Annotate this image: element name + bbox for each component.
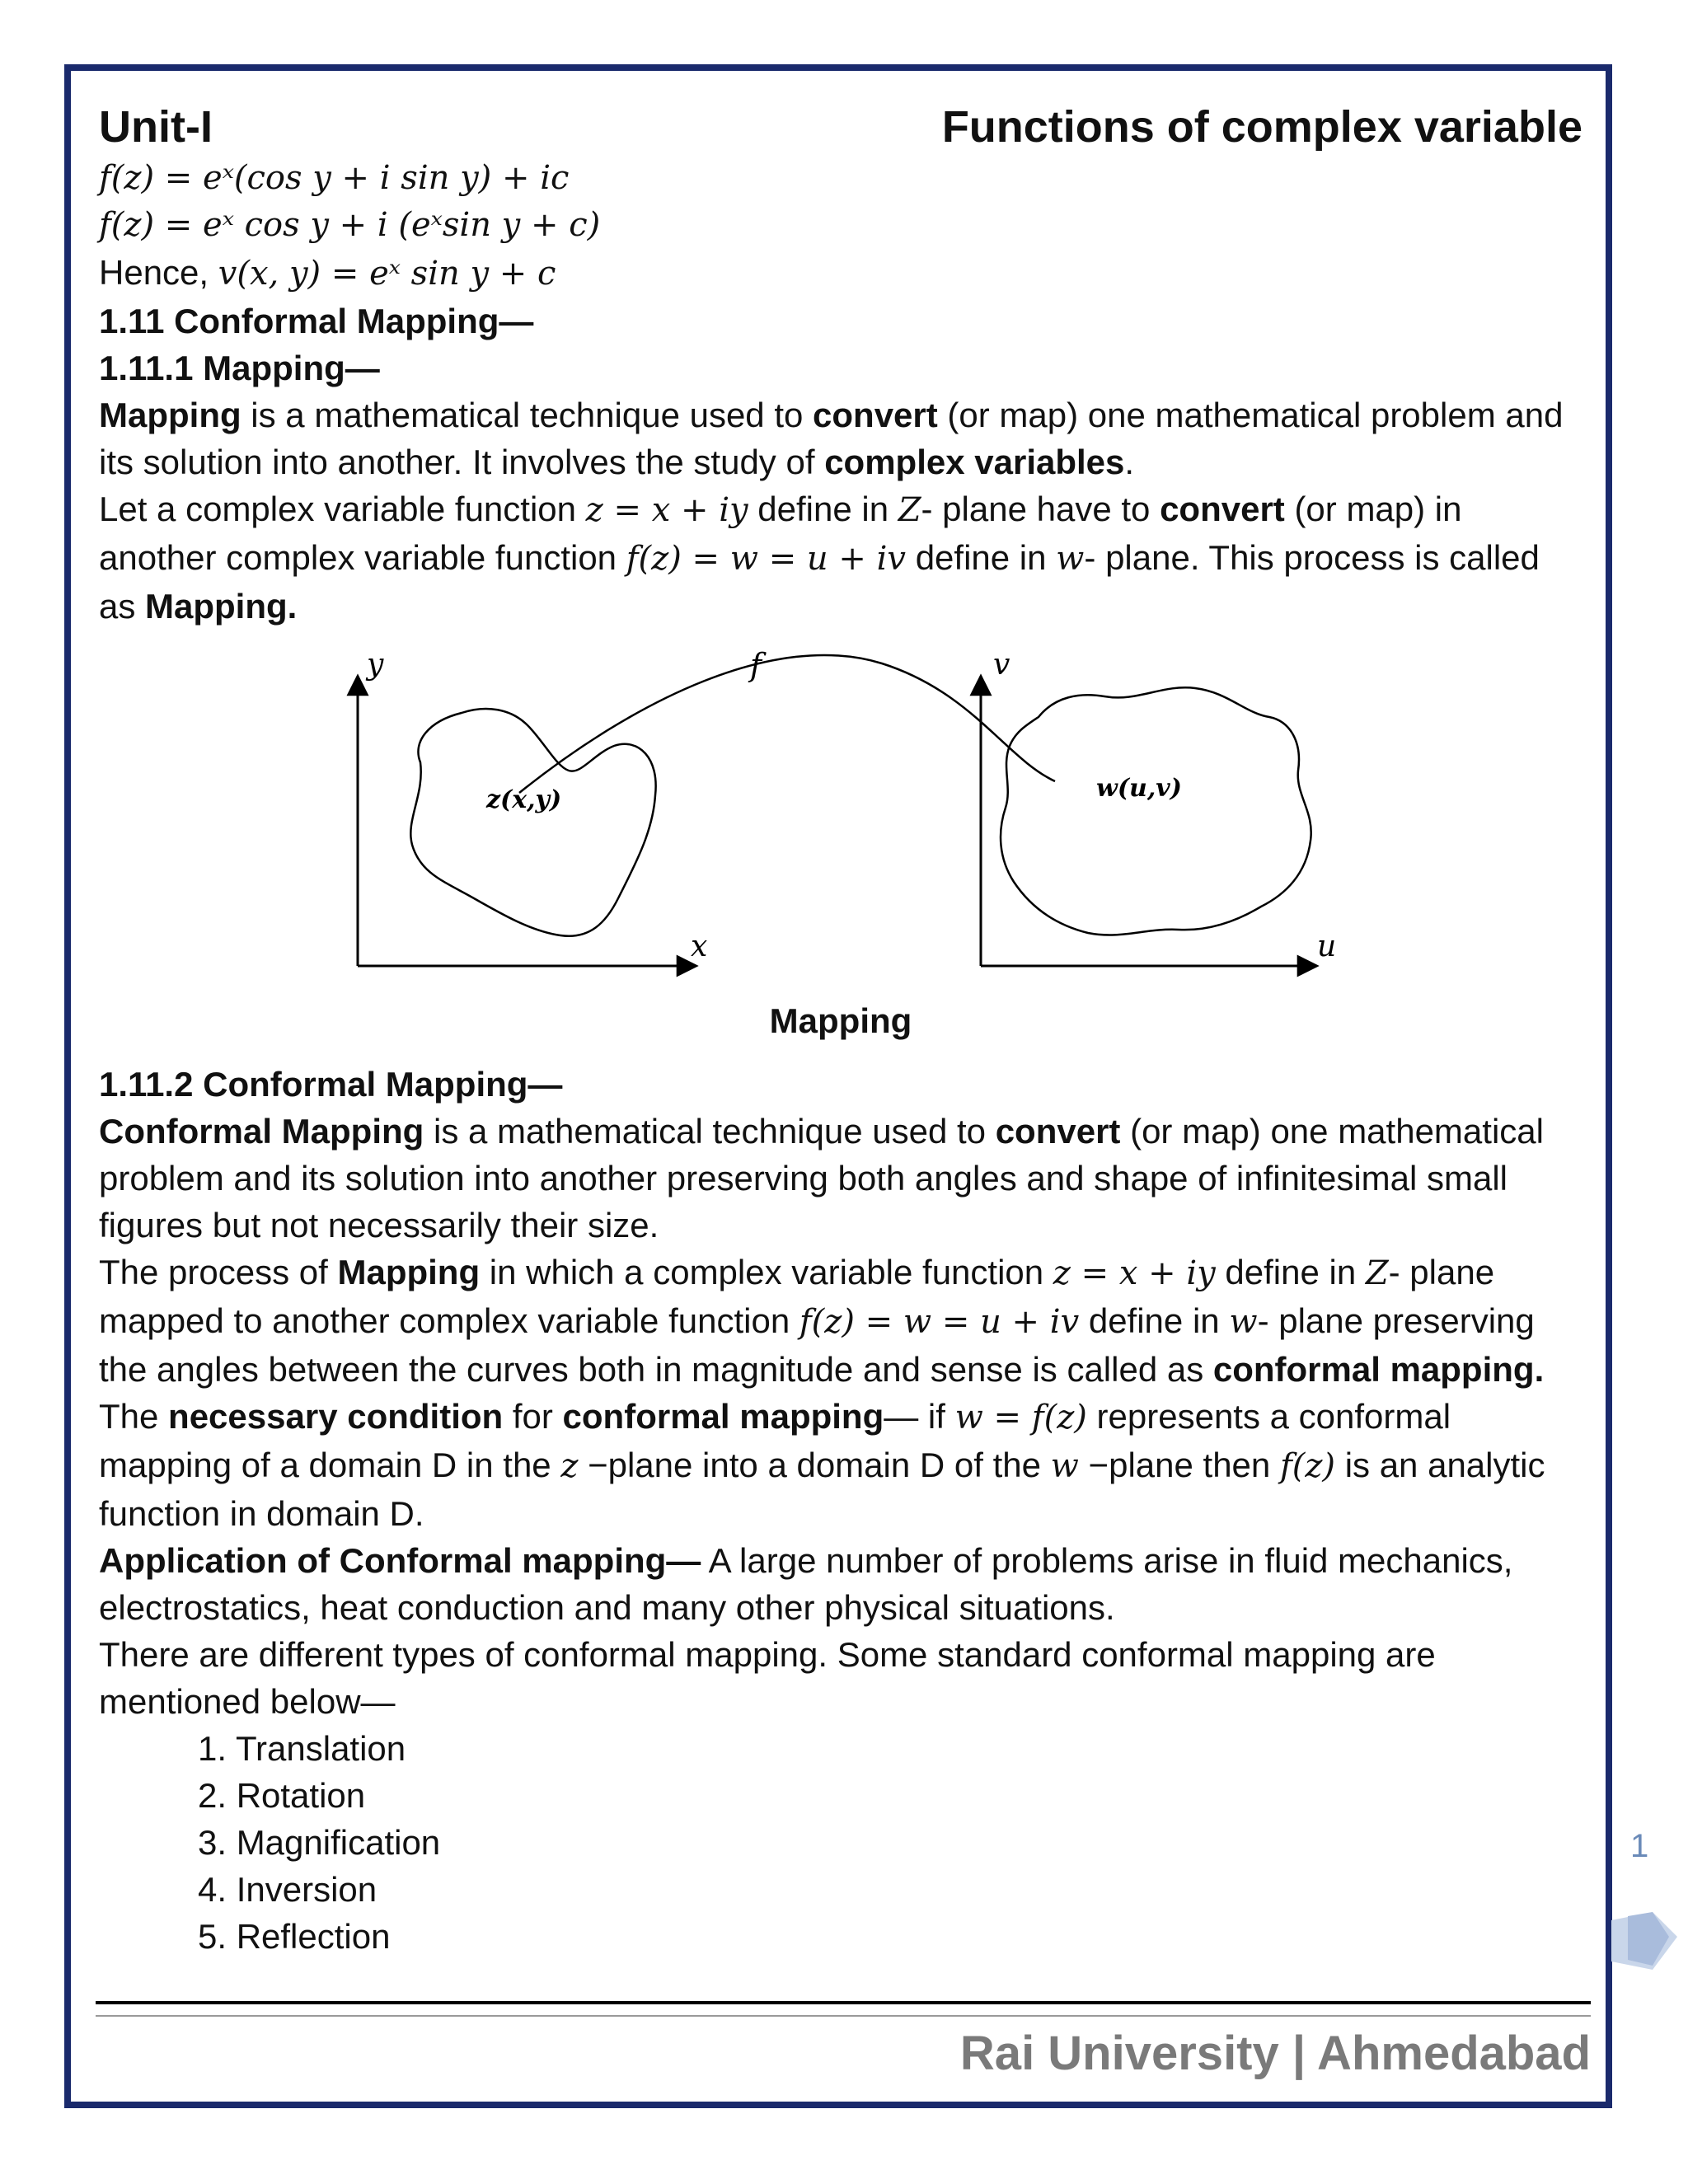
types-intro: There are different types of conformal mapping. Some standard conformal mapping are mentioned below— xyxy=(99,1635,1436,1721)
list-item: 5. Reflection xyxy=(198,1917,391,1956)
list-item: 4. Inversion xyxy=(198,1870,377,1909)
footer-rule xyxy=(96,2001,1591,2004)
math: w xyxy=(1056,540,1085,578)
term-application: Application of Conformal mapping— xyxy=(99,1541,701,1580)
conformal-definition xyxy=(99,1108,1582,1249)
text: represents a conformal mapping of a domain D in the xyxy=(99,1397,1451,1484)
text: (or map) in another complex variable function xyxy=(99,490,1462,577)
math: w = f(z) xyxy=(954,1399,1087,1436)
w-point-label: w(u,v) xyxy=(1096,774,1182,803)
left-y-label: y xyxy=(367,648,384,682)
text: - plane mapped to another complex variable function xyxy=(99,1253,1495,1340)
text: is a mathematical technique used to xyxy=(424,1112,996,1151)
math: w xyxy=(1229,1303,1258,1341)
mapping-types-list xyxy=(99,1725,1582,1960)
term-conformal-mapping: Conformal Mapping xyxy=(99,1112,424,1151)
text: A large number of problems arise in fluid mechanics, electrostatics, heat conduction and many other physical situations. xyxy=(99,1541,1513,1627)
mapping-process xyxy=(99,485,1582,630)
unit-label: Unit-I xyxy=(99,102,213,152)
equation-3: v(x, y) = eˣ sin y + c xyxy=(218,255,556,293)
page-content xyxy=(99,99,1582,1960)
text: - plane preserving the angles between the curves both in magnitude and sense is called as xyxy=(99,1301,1535,1389)
math: Z xyxy=(898,491,921,529)
list-item: 1. Translation xyxy=(198,1729,406,1768)
term-complex-variables: complex variables xyxy=(824,443,1125,481)
term-convert: convert xyxy=(1160,490,1285,528)
section-heading-1-11-2: 1.11.2 Conformal Mapping— xyxy=(99,1065,563,1104)
right-u-label: u xyxy=(1317,930,1337,963)
f-label: f xyxy=(750,647,762,683)
text: — if xyxy=(884,1397,955,1436)
mapping-figure xyxy=(99,635,1582,997)
text: define in xyxy=(1079,1301,1230,1340)
math: w xyxy=(1050,1447,1079,1485)
section-heading-1-11-1: 1.11.1 Mapping— xyxy=(99,349,380,387)
text: −plane then xyxy=(1078,1446,1280,1484)
text: −plane into a domain D of the xyxy=(578,1446,1051,1484)
math: z = x + iy xyxy=(585,491,748,529)
left-x-label: x xyxy=(691,930,708,963)
page-title: Functions of complex variable xyxy=(941,102,1582,152)
term-conformal-mapping: conformal mapping xyxy=(562,1397,884,1436)
right-v-label: v xyxy=(993,648,1010,682)
conformal-process xyxy=(99,1249,1582,1393)
text: is a mathematical technique used to xyxy=(241,396,814,434)
w-region xyxy=(1001,687,1311,935)
z-region xyxy=(410,709,655,936)
list-item: 3. Magnification xyxy=(198,1823,441,1862)
math: z xyxy=(560,1447,579,1485)
text: define in xyxy=(1215,1253,1366,1291)
equation-2: f(z) = eˣ cos y + i (eˣsin y + c) xyxy=(99,206,601,244)
hence-label: Hence, xyxy=(99,253,209,292)
math: f(z) = w = u + iv xyxy=(626,540,907,578)
text: in which a complex variable function xyxy=(480,1253,1053,1291)
term-mapping: Mapping xyxy=(337,1253,481,1291)
page-number: 1 xyxy=(1630,1828,1649,1864)
necessary-condition xyxy=(99,1393,1582,1537)
term-mapping: Mapping xyxy=(99,396,241,434)
footer-rule-thin xyxy=(96,2015,1591,2017)
text: define in xyxy=(906,538,1057,577)
math: f(z) = w = u + iv xyxy=(799,1303,1080,1341)
page-tab-icon xyxy=(1603,1904,1686,1978)
equation-1: f(z) = eˣ(cos y + i sin y) + ic xyxy=(99,159,570,197)
mapping-diagram xyxy=(99,635,1582,997)
text: - plane. This process is called as xyxy=(99,538,1540,626)
term-mapping: Mapping. xyxy=(145,587,298,626)
text: define in xyxy=(748,490,898,528)
application-paragraph xyxy=(99,1537,1582,1631)
z-point-label: z(x,y) xyxy=(486,785,562,814)
list-item: 2. Rotation xyxy=(198,1776,366,1815)
figure-caption: Mapping xyxy=(769,1001,912,1040)
term-conformal-mapping: conformal mapping. xyxy=(1212,1350,1545,1389)
math: f(z) xyxy=(1279,1447,1336,1485)
term-convert: convert xyxy=(813,396,938,434)
text: (or map) one mathematical problem and its solution into another preserving both angles and shape of infinitesimal small figures but not necessarily their size. xyxy=(99,1112,1544,1244)
text: Let a complex variable function xyxy=(99,490,586,528)
text: The xyxy=(99,1397,169,1436)
mapping-arrow-f xyxy=(519,655,1055,793)
equation-3-line xyxy=(99,249,1582,298)
math: Z xyxy=(1365,1254,1389,1292)
mapping-definition xyxy=(99,391,1582,485)
term-necessary-condition: necessary condition xyxy=(168,1397,504,1436)
text: . xyxy=(1124,443,1135,481)
text: - plane have to xyxy=(921,490,1160,528)
term-convert: convert xyxy=(995,1112,1121,1151)
text: The process of xyxy=(99,1253,338,1291)
page-header xyxy=(99,99,1582,155)
text: (or map) one mathematical problem and its solution into another. It involves the study of xyxy=(99,396,1564,481)
text: for xyxy=(503,1397,563,1436)
text: is an analytic function in domain D. xyxy=(99,1446,1545,1533)
math: z = x + iy xyxy=(1053,1254,1216,1292)
footer-university: Rai University | Ahmedabad xyxy=(959,2027,1591,2080)
section-heading-1-11: 1.11 Conformal Mapping— xyxy=(99,302,534,340)
